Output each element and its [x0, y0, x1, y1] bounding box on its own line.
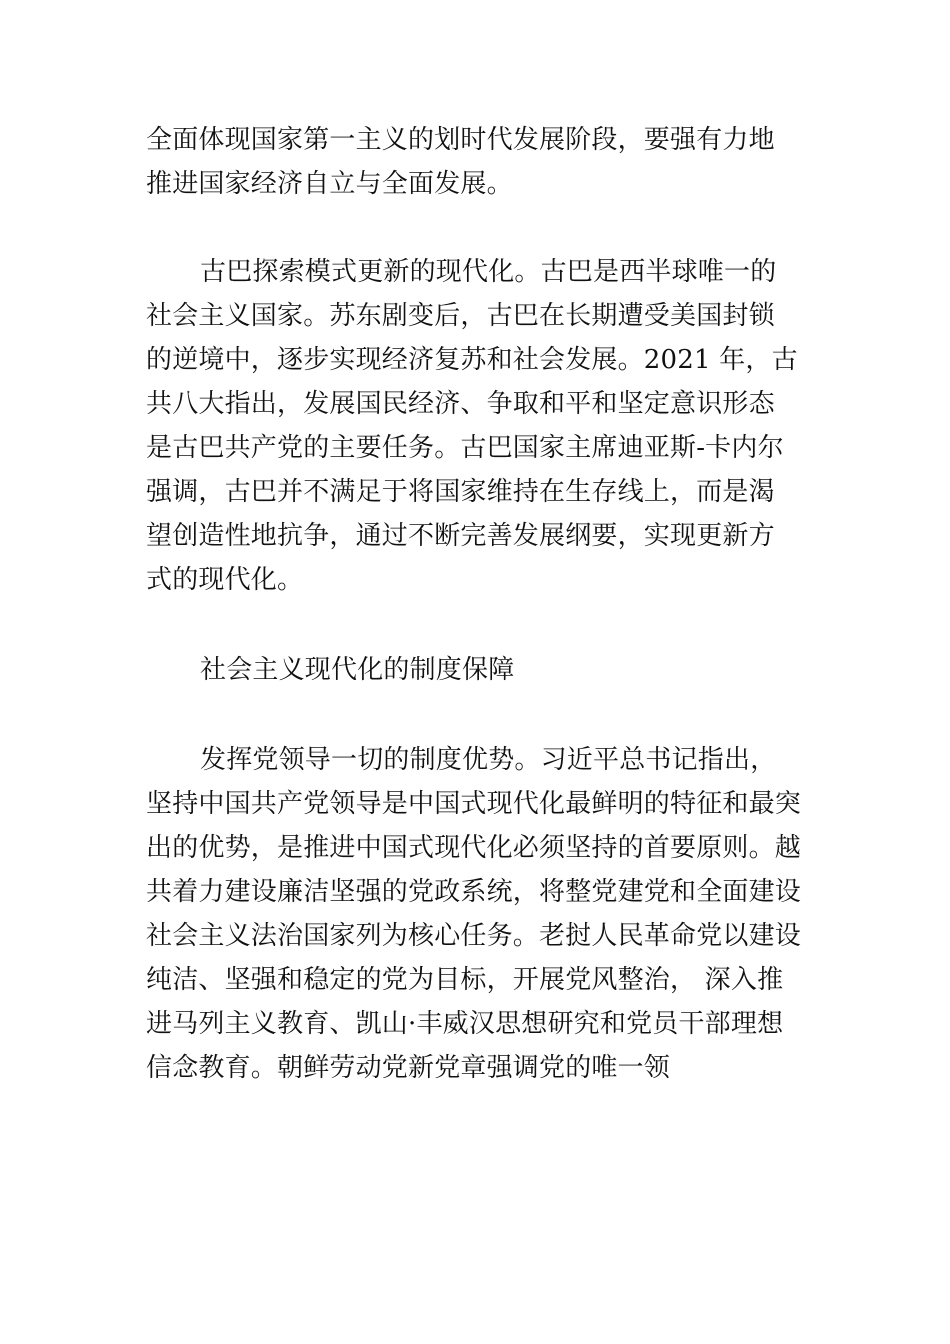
section-heading: [146, 648, 836, 692]
text-line: 进马列主义教育、凯山·丰威汉思想研究和党员干部理想: [146, 1009, 784, 1039]
paragraph-party-leadership: [146, 738, 836, 1090]
text-line: 发挥党领导一切的制度优势。习近平总书记指出，: [200, 745, 777, 775]
text-line: 式的现代化。: [146, 565, 304, 595]
text-line: 共八大指出，发展国民经济、争取和平和坚定意识形态: [146, 389, 775, 419]
heading-text: 社会主义现代化的制度保障: [200, 655, 515, 685]
text-line: 古巴探索模式更新的现代化。古巴是西半球唯一的: [200, 257, 777, 287]
text-line: 的逆境中，逐步实现经济复苏和社会发展。2021 年，古: [146, 345, 798, 375]
text-line: 强调，古巴并不满足于将国家维持在生存线上，而是渴: [146, 477, 775, 507]
paragraph-cuba: [146, 250, 836, 602]
text-line: 共着力建设廉洁坚强的党政系统，将整党建党和全面建设: [146, 877, 802, 907]
text-line: 出的优势，是推进中国式现代化必须坚持的首要原则。越: [146, 833, 802, 863]
text-line: 推进国家经济自立与全面发展。: [146, 169, 513, 199]
text-line: 社会主义法治国家列为核心任务。老挝人民革命党以建设: [146, 921, 802, 951]
text-line: 社会主义国家。苏东剧变后，古巴在长期遭受美国封锁: [146, 301, 775, 331]
text-line: 坚持中国共产党领导是中国式现代化最鲜明的特征和最突: [146, 789, 802, 819]
text-line: 纯洁、坚强和稳定的党为目标，开展党风整治， 深入推: [146, 965, 784, 995]
text-line: 全面体现国家第一主义的划时代发展阶段，要强有力地: [146, 125, 775, 155]
paragraph-intro-continuation: [146, 118, 836, 206]
text-line: 是古巴共产党的主要任务。古巴国家主席迪亚斯-卡内尔: [146, 433, 784, 463]
text-line: 望创造性地抗争，通过不断完善发展纲要，实现更新方: [146, 521, 775, 551]
text-line: 信念教育。朝鲜劳动党新党章强调党的唯一领: [146, 1053, 671, 1083]
